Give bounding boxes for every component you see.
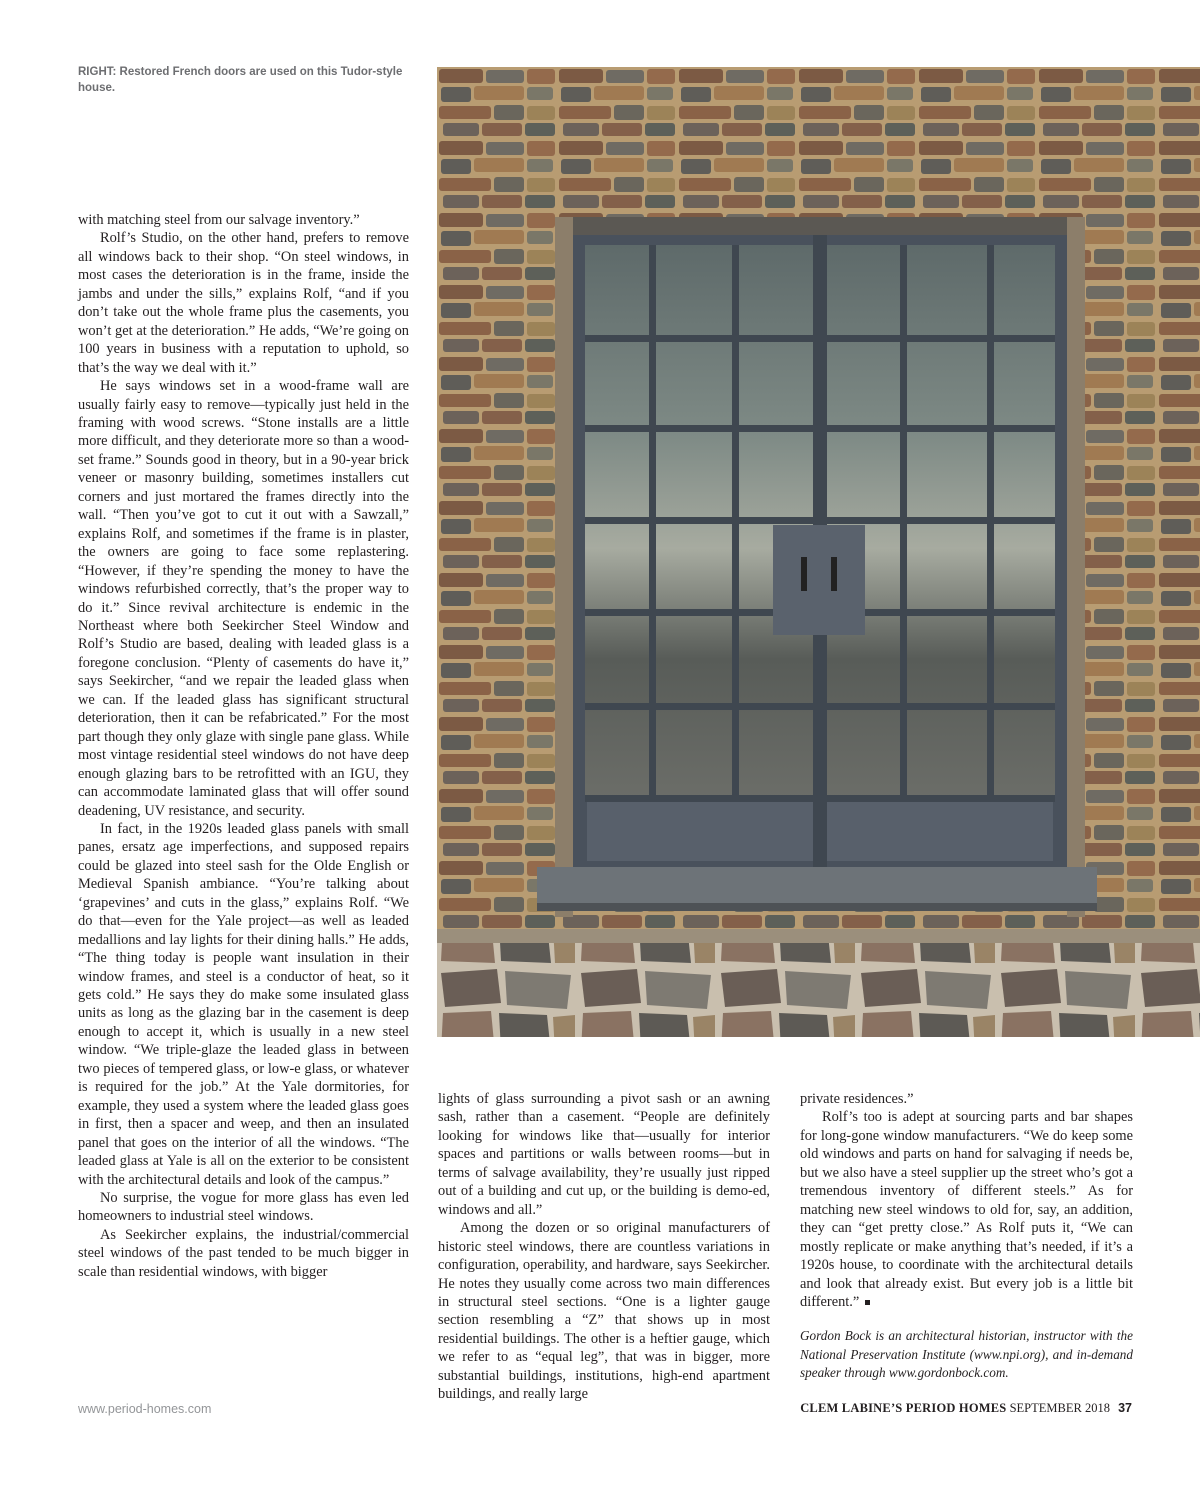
paragraph: As Seekircher explains, the industrial/commercial steel windows of the past tended to be much bigger in scale than residential windows, with bigger <box>78 1226 409 1280</box>
article-column-1 <box>78 211 409 1281</box>
paragraph: lights of glass surrounding a pivot sash or an awning sash, rather than a casement. “People are definitely looking for windows like that—usually for interior spaces and partitions or walls between rooms—but in terms of salvage availability, they’re usually just ripped out of a building and cut up, or the building is demo-ed, windows and all.” <box>438 1091 770 1218</box>
article-column-2 <box>438 1090 770 1404</box>
magazine-name: CLEM LABINE’S PERIOD HOMES <box>800 1401 1007 1415</box>
end-of-article-mark <box>865 1300 870 1305</box>
issue-date: SEPTEMBER 2018 <box>1009 1401 1110 1415</box>
footer-url[interactable]: www.period-homes.com <box>78 1402 212 1416</box>
paragraph: No surprise, the vogue for more glass has even led homeowners to industrial steel windows. <box>78 1190 409 1225</box>
article-column-3 <box>800 1090 1133 1383</box>
paragraph: with matching steel from our salvage inventory.” <box>78 212 360 228</box>
paragraph: He says windows set in a wood-frame wall are usually fairly easy to remove—typically just held in the framing with wood screws. “Stone installs are a little more difficult, and they deteriorate more so than a wood-set frame.” Sounds good in theory, but in a 90-year brick veneer or masonry building, sometimes installers cut corners and just mortared the frames directly into the wall. “Then you’ve got to cut it out with a Sawzall,” explains Rolf, and sometimes if the frame is in plaster, the owners are going to face some replastering. “However, if they’re spending the money to have the windows refurbished correctly, that’s the proper way to do it.” Since revival architecture is endemic in the Northeast where both Seekircher Steel Window and Rolf’s Studio are based, dealing with leaded glass is a foregone conclusion. “Plenty of casements do have it,” says Seekircher, “and we repair the leaded glass when we can. If the leaded glass has significant structural deterioration, then it can be refabricated.” For the most part though they only glaze with single pane glass. While most vintage residential steel windows do not have deep enough glazing bars to be retrofitted with an IGU, they can accommodate laminated glass that will offer sound deadening, UV resistance, and security. <box>78 378 409 819</box>
paragraph: Among the dozen or so original manufacturers of historic steel windows, there are countless variations in configuration, operability, and hardware, says Seekircher. He notes they usually come across two main differences in structural steel sections. “One is a lighter gauge section resembling a “Z” that shows up in most residential buildings. The other is a heftier gauge, which we refer to as “equal leg”, that was in bigger, more substantial buildings, institutions, high-end apartment buildings, and really large <box>438 1220 770 1403</box>
french-doors-illustration <box>437 67 1200 1037</box>
paragraph: private residences.” <box>800 1091 914 1107</box>
paragraph: Rolf’s Studio, on the other hand, prefers to remove all windows back to their shop. “On steel windows, in most cases the deterioration is in the frame, inside the jambs and under the sills,” explains Rolf, “and if you don’t take out the whole frame plus the casements, you won’t get at the deterioration.” He adds, “We’re going on 100 years in business with a reputation to uphold, so that’s the way we deal with it.” <box>78 230 409 376</box>
footer-folio <box>800 1401 1132 1416</box>
author-bio: Gordon Bock is an architectural historian, instructor with the National Preservation Institute (www.npi.org), and in-demand speaker through www.gordonbock.com. <box>800 1328 1133 1381</box>
page-number: 37 <box>1118 1401 1132 1415</box>
photo-french-doors <box>437 67 1200 1037</box>
paragraph: In fact, in the 1920s leaded glass panels with small panes, ersatz age imperfections, and supposed repairs could be glazed into steel sash for the Olde English or Medieval Spanish ambiance. “You’re talking about ‘grapevines’ and cuts in the glass,” explains Rolf. “We do that—even for the Yale project—as well as leaded medallions and lay lights for their dining halls.” He adds, “The thing today is people want insulation in their window frames, and steel is a conductor of heat, so it gets cold.” He says they do make some insulated glass units as long as the glazing bar in the casement is deep enough to accept it, which is usually in a new steel window. “We triple-glaze the leaded glass in between two pieces of tempered glass, or low-e glass, or whatever is required for the job.” At the Yale dormitories, for example, they used a system where the leaded glass goes in first, then a spacer and weep, and then an insulated panel that goes on the interior of all the windows. “The leaded glass at Yale is all on the exterior to be consistent with the architectural details and look of the campus.” <box>78 820 409 1188</box>
photo-caption: RIGHT: Restored French doors are used on this Tudor-style house. <box>78 66 403 94</box>
paragraph-final <box>800 1108 1133 1311</box>
paragraph-text: Rolf’s too is adept at sourcing parts and bar shapes for long-gone window manufacturers. “We do keep some old windows and parts on hand for salvaging if needs be, but we also have a steel supplier up the street who’s got a tremendous inventory of different steels.” As for matching new steel windows to old for, say, an addition, they can “get pretty close.” As Rolf puts it, “We can mostly replicate or make anything that’s needed, if it’s a 1920s house, to coordinate with the architectural details and look that already exist. But every job is a little bit different.” <box>800 1109 1133 1310</box>
